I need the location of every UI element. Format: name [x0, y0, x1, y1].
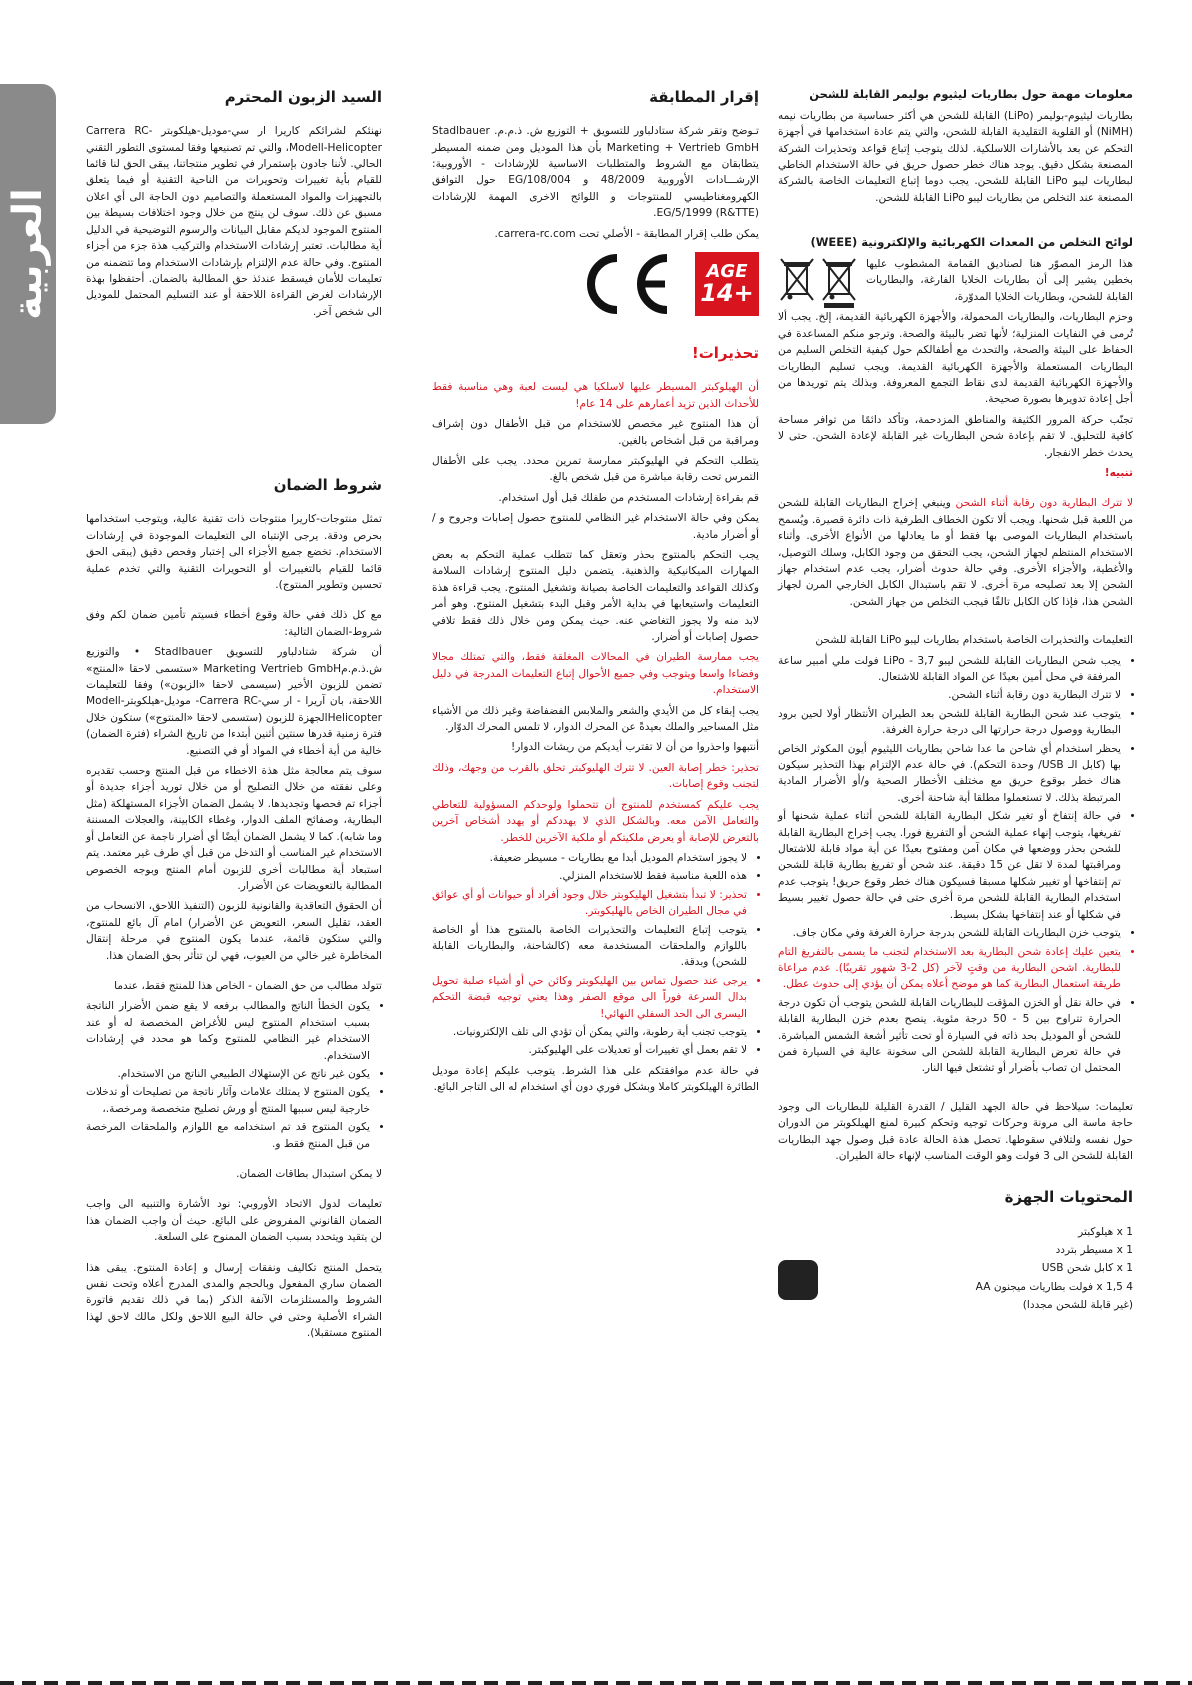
- warning-paragraph: في حالة عدم موافقتكم على هذا الشرط. يتوجب عليكم إعادة موديل الطائرة الهيلكوبتر كاملا وبشكل فوري دون أي استخدام له الى التاجر البائع.: [432, 1064, 759, 1094]
- conformity-warnings-column: [432, 86, 759, 1100]
- warning-red-3: تحذير: خطر إصابة العين. لا تترك الهليوكبتر تحلق بالقرب من وجهك، وذلك لتجنب وقوع إصابات.: [432, 761, 759, 791]
- list-item: • لا تقم بعمل أي تغييرات أو تعديلات على الهليوكبتر.: [432, 1042, 747, 1058]
- lipo-paragraph: بطاريات ليثيوم-بوليمر (LiPo) القابلة للشحن هي أكثر حساسية من بطاريات نيمه (NiMH) أو القلوية التقليدية القابلة للشحن، والتي يتم عادة استخدامها في أجهزة التحكم عن بعد بالأشارات اللاسلكية. لذلك يتوجب إتباع قواعد وتحذيرات الشركة المصنعة بشكل دقيق. يوجد هناك خطر حصول حريق في حالة الاستخدام الخاطي لبطاريات ليبو LiPo القابلة للشحن. يجب دوما إتباع التعليمات الخاصة بالشركة المصنعة عند التخلص من بطاريات ليبو LiPo القابلة للشحن.: [778, 109, 1133, 204]
- warranty-paragraph: مع كل ذلك ففي حالة وقوع أخطاء فسيتم تأمين ضمان لكم وفق شروط-الضمان التالية:: [86, 609, 382, 638]
- caution-red-text: لا تترك البطارية دون رقابة أثناء الشحن: [955, 497, 1133, 510]
- weee-paragraph-1: هذا الرمز المصوّر هنا لصناديق القمامة المشطوب عليها بخطين يشير إلى أن بطاريات الخلايا الفارغة، والبطاريات القابلة للشحن، وبطاريات الخلايا المدوّرة،: [866, 258, 1133, 303]
- weee-paragraph-2: وحزم البطاريات، والبطاريات المحمولة، والأجهزة الكهربائية القديمة، إلخ. يجب ألا تُرمى في النفايات المنزلية؛ لأنها تضر بالبيئة والصحة. وترجو منكم المساعدة في الحفاظ على البيئة والصحة، والتحدث مع أطفالكم حول كيفية التخلص السليم من البطاريات المستعملة والأجهزة الكهربائية القديمة. ويجب تسليم البطاريات والأجهزة الكهربائية القديمة لدى نقاط التجمع المعروفة. وبذلك يتم توريدها من أجل إعادة تدويرها بصورة صحيحة.: [778, 311, 1133, 406]
- warranty-paragraph: تعليمات لدول الاتحاد الأوروبي: نود الأشارة والتنبيه الى واجب الضمان القانوني المفروض على البائع. حيث أن واجب الضمان هذا لن يتقيد ويتحدد بسبب الضمان الممنوح على السلعة.: [86, 1198, 382, 1244]
- warning-list-a: [432, 850, 759, 1059]
- age-badge-line-2: 14+: [700, 279, 754, 308]
- warning-paragraph: أنتبهوا واحذروا من أن لا تقترب أيديكم من ريشات الدوار!: [511, 741, 759, 754]
- list-item: 1 x هيلوكبتر: [1078, 1225, 1133, 1238]
- warning-paragraph: يمكن وفي حالة الاستخدام غير النظامي للمنتوج حصول إصابات وجروح و / أو أضرار مادية.: [432, 512, 759, 541]
- weee-block: [778, 256, 1133, 309]
- dear-customer-heading: السيد الزبون المحترم: [224, 88, 382, 106]
- package-icon: [778, 1260, 818, 1300]
- list-item: • في حالة إنتفاخ أو تغير شكل البطارية القابلة للشحن أثناء عملية شحنها أو تفريغها، يتوجب إنهاء عملية الشحن أو التفريغ فورا. يجب إخراج البطارية القابلة للشحن بحذر ووضعها في مكان آمن ومفتوح بعيدًا عن أية مواد قابلة للاشتعال ومراقبتها لمدة لا تقل عن 15 دقيقة. عند شحن أو تفريغ بطارية قابلة للشحن تم إنتفاخها أو تغيير شكلها مسبقا فسيكون هناك خطر وقوع حريق! يتوجب عدم استخدام البطارية القابلة للشحن مرة أخرى حتى في حالة حصول تغيير بسيط في شكلها أو عند إنتفاخها بشكل بسيط.: [778, 808, 1121, 923]
- crossed-bin-icon: [778, 256, 816, 308]
- warnings-heading: تحذيرات!: [691, 344, 759, 363]
- list-item: • يتوجب عند شحن البطارية القابلة للشحن بعد الطيران الأنتظار أولا لحين برود البطارية ووصول درجة حرارتها الى درجة حرارة الغرفة.: [778, 706, 1121, 739]
- bottom-dashed-rule: [0, 1681, 1192, 1685]
- age-badge-line-1: AGE: [706, 261, 748, 283]
- conformity-paragraph: تـوضح وتقر شركة ستادلباور للتسويق + التوزيع ش. ذ.م.م. Stadlbauer Marketing + Vertrieb GmbH بأن هذا الموديل ومن ضمنه المسيطر يتطابقان مع الشروط والمتطلبات الاساسية للإرشادات - الأوروبية: الإرشـــادات الأوروبية 48/2009 و EG/108/004 حول التوافق الكهرومغناطيسي للمنتوجات و اللوائح الاخرى المهمة للإرشادات EG/5/1999 (R&TTE).: [432, 125, 760, 220]
- customer-warranty-column: [86, 86, 382, 1346]
- language-tab-label: العربية: [5, 188, 51, 320]
- list-item: 4 x 1,5 فولت بطاريات ميجنون AA: [975, 1280, 1133, 1293]
- voltage-note: تعليمات: سيلاحظ في حالة الجهد القليل / القدرة القليلة للبطاريات الى وجود حاجة ماسة الى مرونة وحركات توجيه وتحكم كبيرة لمنع الهيلكوبتر من الدوران حول نفسه ولتلافي سقوطها. تحصل هذة الحالة عادة قبل وصول جهد البطاريات القابلة للشحن الى 3 فولت وهو الوقت المناسب لإنهاء حالة الطيران.: [778, 1100, 1133, 1162]
- list-item: • يتوجب خزن البطاريات القابلة للشحن بدرجة حرارة الغرفة وفي مكان جاف.: [778, 925, 1121, 941]
- warranty-paragraph: أن شركة شتادلباور للتسويق Stadlbauer • والتوزيع ش.ذ.م.مMarketing Vertrieb GmbH «ستسمى لاحقا «المنتج» تضمن للزبون الأخير (سيسمى لاحقا «الزبون») وفقا للتعليمات اللاحقة، بان آريرا - ار سي-Carrera RC- موديل-هيلكوبترModell-Helicopterالجهزة للزبون (ستسمى لاحقا «المنتوج») ستكون خلال فترة زمنية قدرها سنتين أثنين أبتدءا من تاريخ الشراء (فترة الضمان) خالية من أية أخطاء في المواد أو في التصنيع.: [86, 646, 383, 757]
- crossed-bin-bar-icon: [820, 256, 858, 308]
- contents-heading: المحتويات الجهزة: [1004, 1188, 1133, 1207]
- list-item: 1 x مسيطر بتردد: [1055, 1244, 1133, 1257]
- warranty-paragraph: تمثل منتوجات-كاريرا منتوجات ذات تقنية عالية، ويتوجب استخدامها بحرص ودقة. يرجى الإنتباه الى التعليمات الموجودة في إرشادات الاستخدام. تخضع جميع الأجزاء الى إختبار وفحص دقيق (يبقى الحق قائما للقيام بالتغييرات أو التحويرات التقنية والتي تخدم عملية تحسين وتطوير المنتوج).: [86, 513, 382, 591]
- dear-customer-paragraph: نهنئكم لشرائكم كاريرا ار سي-موديل-هيلكوبتر Carrera RC-Modell-Helicopter، والتي تم تصنيعها وفقا لمستوى التطور التقني الحالي. لأننا جادون بإستمرار في تطوير منتجاتنا، يبقى الحق لنا قائما للقيام بأية تغييرات وتحويرات من الناحية التقنية أو فيما يتعلق بالتجهيزات والمواد المستعملة والتصاميم دون الحاجة الى أي اعلان مسبق عن ذلك. سوف لن ينتج من خلال وجود اختلافات بسيطة بين المنتوج الموجود لديكم مقابل البيانات والرسوم التوضيحية في الدليل أية مطالبات. تعتبر إرشادات الاستخدام والتركيب هذة جزء من أجزاء المنتوج. وفي حالة عدم الإلتزام بإرشادات الاستخدام وما تتضمنه من تعليمات للأمان فيسقط عندئذ حق المطالبة بالضمان. أحتفظوا بهذة الإرشادات لغرض القراءة اللاحقة أو عند التسليم المحتمل للموديل الى شخص آخر.: [86, 125, 382, 318]
- warranty-list: [86, 998, 382, 1152]
- warning-paragraph: يجب إبقاء كل من الأيدي والشعر والملابس الفضفاضة وغير ذلك من الأشياء مثل المساحير والملك بعيدةً عن المحرك الدوار، لا تلمس المحرك الدوّار.: [432, 704, 759, 734]
- warning-red-4: يجب عليكم كمستخدم للمنتوج أن تتحملوا ولوحدكم المسؤولية للتعاطي والتعامل الآمن معه. وبالشكل الذي لا يهددكم أو يهدد أشخاص آخرين بالتعرض للإصابة أو يعرض ملكيتكم أو ملكية الآخرين للخطر.: [432, 798, 759, 844]
- contents-list: [826, 1224, 1133, 1316]
- warranty-heading: شروط الضمان: [273, 476, 382, 495]
- warning-red-2: يجب ممارسة الطيران في المحالات المغلقة فقط، والتي تمتلك مجالا وفضاءا واسعا ويتوجب وفي جميع الأحوال إتباع التعليمات المدرجة في دليل الاستخدام.: [432, 651, 759, 697]
- list-item: • يكون الخطأ الناتج والمطالب برفعه لا يقع ضمن الأضرار الناتجة بسبب استخدام المنتوج ليس للأغراض المخصصة له أو عند الاستخدام غير النظامي للمنتوج وكما هو محدد في إرشادات الاستخدام.: [86, 998, 370, 1064]
- weee-icons: [778, 256, 858, 308]
- warranty-paragraph: سوف يتم معالجة مثل هذة الاخطاء من قبل المنتج وحسب تقديره وعلى نفقته من خلال التصليح أو من خلال توريد أجزاء جديدة أو أجزاء تم فحصها وتجديدها. لا يشمل الضمان الأجزاء المستهلكة (مثل البطارية، وصفائح الملف الدوار، وغطاء الكابينة، والعجلات المسننة وما شابه). كما لا يشمل الضمان أيضًا أي أضرار ناجمة عن التعامل أو الاستخدام غير المناسب أو التدخل من قبل أي طرف غير معتمد. يتم استبعاد أية مطالبات أخرى للزبون أمام المنتج وبوجه الخصوص المطالبة بالتعويضات عن الأضرار.: [86, 765, 382, 892]
- lipo-heading: معلومات مهمة حول بطاريات ليثيوم بوليمر القابلة للشحن: [809, 87, 1133, 101]
- contents-block: [778, 1224, 1133, 1316]
- warning-paragraph: أن هذا المنتوج غير مخصص للاستخدام من قبل الأطفال دون إشراف ومراقبة من قبل أشخاص بالغين.: [432, 418, 759, 447]
- list-item: (غير قابلة للشحن مجددا): [1022, 1299, 1133, 1312]
- warranty-paragraph: يتحمل المنتج تكاليف ونفقات إرسال و إعادة المنتوج. يبقى هذا الضمان ساري المفعول وبالحجم والمدى المدرج أعلاه وتحت نفس الشروط والمستلزمات الآنفة الذكر (بما في ذلك تقديم فاتورة الشراء الأصلية وحتى في حالة البيع اللاحق ولكل مالك لاحق لهذا المنتوج مستقبلا).: [86, 1261, 382, 1340]
- list-item: 1 x كابل شحن USB: [1041, 1262, 1133, 1275]
- caution-text: وينبغي إخراج البطاريات القابلة للشحن من اللعبة قبل شحنها. ويجب ألا تكون الخطاف الطرفية ذات دائرة قصيرة. ويُسمح باستخدام البطاريات الموصى بها فقط أو ما يعادلها من الأنواع الأخرى. وأثناء الاستخدام المنتظم لجهاز الشحن، يجب التحقق من وجود الكابل، وسلك التوصيل، والأغطية، والأجزاء الأخرى. وفي حالة حدوث أضرار، يجب عدم استخدام جهاز الشحن إلا بعد تصليحه مرة أخرى. لا تقم باستبدال الكابل الخارجي المرن لجهاز الشحن هذا، فإذا كان الكابل تالفًا فيجب التخلص من جهاز الشحن.: [778, 497, 1133, 608]
- instructions-list: [778, 653, 1133, 1077]
- list-item: • يكون المنتوج قد تم استخدامه مع اللوازم والملحقات المرخصة من قبل المنتج فقط و.: [86, 1119, 370, 1152]
- warning-red-1: أن الهيلوكبتر المسيطر عليها لاسلكيا هي ليست لعبة وهي مناسبة فقط للأحداث الذين تزيد أعمارهم على 14 عام!: [432, 381, 759, 410]
- list-item: • يكون المنتوج لا يمتلك علامات وآثار ناتجة من تصليحات أو تدخلات خارجية ليس سببها المنتج أو ورش تصليح متخصصة ومرخصة.،: [86, 1084, 370, 1117]
- conformity-request: يمكن طلب إقرار المطابقة - الأصلي تحت carrera-rc.com.: [494, 227, 759, 240]
- list-item: • في حالة نقل أو الخزن المؤقت للبطاريات القابلة للشحن يتوجب أن تكون درجة الحرارة تتراوح بين 5 - 50 درجة مئوية. ينصح بعدم خزن البطارية القابلة للشحن أو الموديل بحد ذاته في السيارة أو تحت تأثير أشعة الشمس المباشرة. في حالة تعرض البطارية القابلة للشحن الى سخونة عالية في السيارة فمن المحتمل ان تصاب بأضرار أو تشتعل فيها النار.: [778, 995, 1121, 1077]
- logo-row: [432, 252, 759, 316]
- list-item-warning: • يرجى عند حصول تماس بين الهليكوبتر وكائن حي أو أشياء صلبة تحويل بدال السرعة فوراً الى موقع الصفر وهذا يعني توجيه قبضة التحكم اليسرى الى الحد السفلي النهائي!: [432, 973, 747, 1022]
- list-item: • يحظر استخدام أي شاحن ما عدا شاحن بطاريات الليثيوم أيون المكوثر الخاص بها (كابل الـ USB/ وحدة التحكم). في حالة عدم الإلتزام بهذا التحذير سيكون هناك خطر بوقوع حريق مع مختلف الأخطار الصحية و/أو الأضرار المادية المرتبطة بذلك. لا تستعملوا مطلقا أية شاحنة أخرى.: [778, 741, 1121, 807]
- language-side-tab: [0, 84, 56, 424]
- lipo-info-column: [778, 86, 1133, 1316]
- list-item: • لا تترك البطارية دون رقابة أثناء الشحن.: [778, 687, 1121, 703]
- weee-paragraph-3: تجنّب حركة المرور الكثيفة والمناطق المزدحمة، وتأكد دائمًا من توافر مساحة كافية للتحليق. لا تقم بإعادة شحن البطاريات غير القابلة لإعادة الشحن. حتى لا يحدث خطر الانفجار.: [778, 413, 1133, 459]
- weee-heading: لوائح التخلص من المعدات الكهربائية والإلكترونية (WEEE): [810, 235, 1133, 250]
- warning-paragraph: يتطلب التحكم في الهليوكبتر ممارسة تمرين محدد. يجب على الأطفال التمرس تحت رقابة مباشرة من قبل شخص بالغ.: [432, 454, 759, 484]
- warning-paragraph: قم بقراءة إرشادات المستخدم من طفلك قبل أول استخدام.: [498, 491, 759, 504]
- age-14-badge: [695, 252, 759, 316]
- instructions-heading: التعليمات والتحذيرات الخاصة باستخدام بطاريات ليبو LiPo القابلة للشحن: [815, 634, 1133, 647]
- list-item: • لا يجوز استخدام الموديل أبدا مع بطاريات - مسيطر ضعيفة.: [432, 850, 747, 866]
- conformity-heading: إقرار المطابقة: [649, 88, 759, 106]
- warning-paragraph: يجب التحكم بالمنتوج بحذر وتعقل كما تتطلب عملية التحكم به بعض المهارات الميكانيكية والذهنية. يتضمن دليل المنتوج إرشادات السلامة وكذلك القواعد والتعليمات الخاصة بصيانة وتشغيل المنتوج. يجب قراءة هذة التعليمات واستيعابها في بداية الأمر وقبل البدء بتشغيل المنتوج. وهو أمر لابد منه ولا يجوز التغاضي عنه. حيث يمكن ومن خلال ذلك فقط تلافي حصول إصابات أو أضرار.: [432, 549, 759, 644]
- list-item: • يتوجب تجنب أية رطوبة، والتي يمكن أن تؤدي الى تلف الإلكترونيات.: [432, 1024, 747, 1040]
- list-item: • يكون غير ناتج عن الإستهلاك الطبيعي الناتج من الاستخدام.: [86, 1066, 370, 1082]
- warranty-paragraph: أن الحقوق التعاقدية والقانونية للزبون (التنفيذ اللاحق، الانسحاب من العقد، تقليل السعر، التعويض عن الأضرار) امام آل بائع للمنتوج، والتي ستكون قائمة، عندما يكون المنتوج في مرحلة إنتقال المخاطرة غير خالي من العيوب، فهي لن تتأثر بحق الضمان هذا.: [86, 900, 382, 962]
- ce-mark-icon: [577, 252, 673, 316]
- list-item-warning: • يتعين عليك إعادة شحن البطارية بعد الاستخدام لتجنب ما يسمى بالتفريغ التام للبطارية. اشحن البطارية من وقتٍ لآخر (كل 2-3 شهور تقريبًا). عدم مراعاة طريقة استعمال البطارية كما هو موضح أعلاه يمكن أن يؤدي إلى حدوث عطل.: [778, 944, 1121, 993]
- list-item: • يتوجب إتباع التعليمات والتحذيرات الخاصة بالمنتوج هذا أو الخاصة باللوازم والملحقات المستخدمة معه (كالشاحنة، والبطاريات القابلة للشحن) وبدقة.: [432, 922, 747, 971]
- warranty-paragraph: لا يمكن استبدال بطاقات الضمان.: [236, 1168, 382, 1180]
- caution-heading: تنبيه!: [1104, 466, 1133, 479]
- warranty-paragraph: تتولد مطالب من حق الضمان - الخاص هذا للمنتج فقط، عندما: [114, 979, 382, 992]
- list-item-warning: • تحذير: لا تبدأ بتشغيل الهليكوبتر خلال وجود أفراد أو حيوانات أو أي عوائق في مجال الطيران الخاص بالهليكوبتر.: [432, 887, 747, 920]
- list-item: • هذه اللعبة مناسبة فقط للاستخدام المنزلي.: [432, 868, 747, 884]
- list-item: • يجب شحن البطاريات القابلة للشحن ليبو LiPo - 3,7 فولت ملي أمبير ساعة المرفقة في محل أمين بعيدًا عن المواد القابلة للاشتعال.: [778, 653, 1121, 686]
